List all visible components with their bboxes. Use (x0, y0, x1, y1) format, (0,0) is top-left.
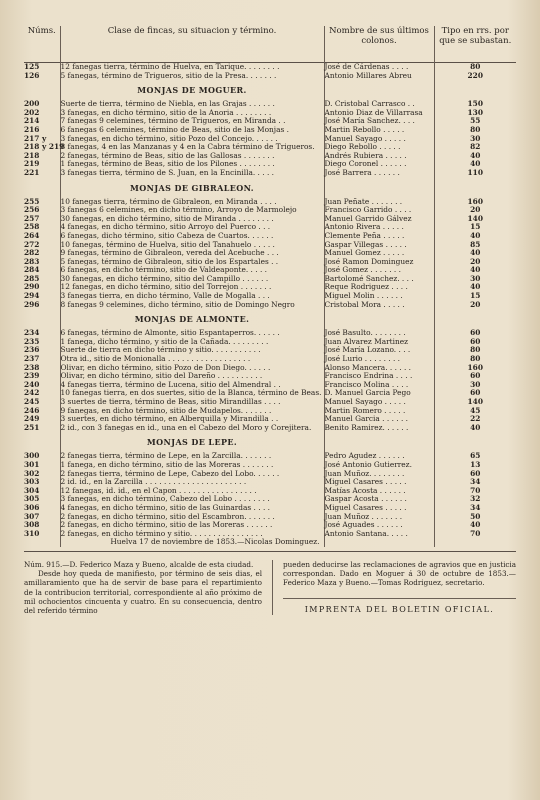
header-num: Núms. (27, 26, 56, 36)
notice-continuation: pueden deducirse las reclamaciones de agravios que en justicia correspondan. Dado en Moguer á 30 de octubre de 1853.—Federico Maza y Bueno.—Tomas Rodriguez, secretario. (283, 559, 516, 588)
section-num-cell (24, 309, 60, 329)
row-number: 221 (24, 167, 40, 177)
row-tipo: 13 (434, 461, 516, 470)
row-finca: 2 fanegas tierra, término de Lepe, Cabezo del Lobo. . . . . . (60, 470, 324, 479)
notice-continuation-column (273, 560, 516, 615)
row-number: 251 (24, 422, 40, 432)
row-finca: 4 fanegas tierra, término de Lucena, sitio del Almendral . . (60, 381, 324, 390)
section-colono-cell (324, 178, 434, 198)
row-number: 214 (24, 116, 40, 126)
row-tipo: 82 (434, 143, 516, 152)
table-row (24, 169, 516, 178)
row-tipo: 80 (434, 126, 516, 135)
row-finca: Suerte de tierra en dicho término y sitio. . . . . . . . . . . (60, 346, 324, 355)
section-tipo-cell (434, 80, 516, 100)
row-tipo: 80 (434, 63, 516, 72)
notice-915 (24, 560, 273, 615)
row-colono: Francisco Garrido . . . . (324, 205, 412, 215)
row-number: 126 (24, 70, 40, 80)
row-finca: 6 fanegas, en dicho término, sitio de Valdeaponte. . . . . (60, 266, 324, 275)
row-number: 125 (24, 62, 40, 71)
row-tipo: 60 (434, 329, 516, 338)
row-finca: 3 fanegas tierra, término de S. Juan, en la Encinilla. . . . . (60, 169, 324, 178)
row-colono: Francisco Molina . . . . (324, 379, 409, 389)
row-colono: José Aguades . . . . . . (324, 520, 403, 530)
row-number: 240 (24, 379, 40, 389)
row-finca: 2 fanegas, en dicho término, sitio de las Moreras . . . . . . (60, 521, 324, 530)
row-finca: 4 fanegas, en dicho término, sitio de las Guinardas . . . . (60, 504, 324, 513)
row-colono: Matías Acosta . . . . . . (324, 485, 406, 495)
row-tipo: 40 (434, 232, 516, 241)
section-num-cell (24, 178, 60, 198)
row-finca: 2 fanegas tierra, término de Lepe, en la Zarcilla. . . . . . . (60, 452, 324, 461)
row-tipo: 70 (434, 530, 516, 539)
row-number: 256 (24, 205, 40, 215)
row-finca: 3 fanegas, en dicho término, Cabezo del Lobo . . . . . . . . (60, 495, 324, 504)
row-tipo: 130 (434, 109, 516, 118)
row-finca: 6 fanegas 6 celemines, término de Beas, sitio de las Monjas . (60, 126, 324, 135)
row-number: 290 (24, 282, 40, 292)
row-tipo: 80 (434, 346, 516, 355)
section-heading-row (24, 309, 516, 329)
row-colono: José María Lozano. . . . (324, 345, 411, 355)
row-number: 242 (24, 388, 40, 398)
row-number: 264 (24, 230, 40, 240)
section-colono-cell (324, 80, 434, 100)
table-row (24, 424, 516, 433)
section-num-cell (24, 432, 60, 452)
row-colono: Gaspar Villegas . . . . . (324, 239, 407, 249)
row-tipo: 30 (434, 381, 516, 390)
row-tipo: 140 (434, 215, 516, 224)
section-heading-row (24, 178, 516, 198)
signature-colono-cell (324, 538, 434, 547)
row-finca: 12 fanegas, en dicho término, sitio del Torrejon . . . . . . . (60, 283, 324, 292)
bottom-notices (24, 560, 516, 615)
row-number: 238 (24, 362, 40, 372)
row-colono: Manuel Garcia . . . . . . (324, 414, 409, 424)
row-colono: Antonio Rivera . . . . . (324, 222, 404, 232)
row-number: 304 (24, 485, 40, 495)
signature-num-cell (24, 538, 60, 547)
row-finca: 3 fanegas 6 celemines, en dicho término, Arroyo de Marmolejo (60, 206, 324, 215)
row-number: 249 (24, 414, 40, 424)
row-finca: 10 fanegas tierra, en dos suertes, sitio de la Blanca, término de Beas. (60, 389, 324, 398)
row-colono: Francisco Endrina . . . . (324, 371, 413, 381)
row-finca: 3 fanegas, en dicho término, sitio Pozo del Concejo. . . . . . (60, 135, 324, 144)
row-number: 257 (24, 213, 40, 223)
row-finca: Olivar, en dicho término, sitio Pozo de Don Diego. . . . . . (60, 364, 324, 373)
row-number: 219 (24, 159, 40, 169)
row-number: 216 (24, 124, 40, 134)
section-heading: MONJAS DE LEPE. (60, 432, 324, 452)
row-tipo: 20 (434, 258, 516, 267)
row-colono: Martin Romero . . . . . (324, 405, 406, 415)
row-finca: 9 fanegas, término de Gibraleon, vereda del Acebuche . . . (60, 249, 324, 258)
row-finca: 2 id., con 3 fanegas en id., una en el Cabezo del Moro y Corejitera. (60, 424, 324, 433)
row-colono: Juan Muñoz. . . . . . . . (324, 468, 405, 478)
row-number: 294 (24, 291, 40, 301)
section-colono-cell (324, 309, 434, 329)
row-colono: Antonio Diaz de Villarrasa (324, 107, 423, 117)
row-number: 202 (24, 107, 40, 117)
row-colono: Clemente Peña . . . . . (324, 230, 405, 240)
row-tipo: 40 (434, 152, 516, 161)
row-number: 296 (24, 299, 40, 309)
row-finca: 3 fanegas, en dicho término, sitio de la Anoria . . . . . . . . (60, 109, 324, 118)
row-colono: Manuel Sayago . . . . . (324, 397, 406, 406)
row-colono: Manuel Gomez . . . . . (324, 248, 405, 258)
row-finca: 1 fanega, dicho término, y sitio de la Cañada. . . . . . . . . (60, 338, 324, 347)
row-finca: 30 fanegas, en dicho término, sitio de Miranda . . . . . . . . (60, 215, 324, 224)
row-tipo: 140 (434, 398, 516, 407)
row-number: 217 y (24, 133, 47, 143)
row-tipo: 70 (434, 487, 516, 496)
row-colono: José Lurio . . . . . . . . (324, 354, 401, 364)
row-number: 245 (24, 397, 40, 406)
row-number: 236 (24, 345, 40, 355)
row-tipo: 20 (434, 301, 516, 310)
row-number: 239 (24, 371, 40, 381)
row-finca: 2 fanegas, término de Beas, sitio de las Gallosas . . . . . . . (60, 152, 324, 161)
section-heading-row (24, 432, 516, 452)
row-tipo: 85 (434, 241, 516, 250)
row-finca: 12 fanegas tierra, término de Huelva, en Tarique. . . . . . . . (60, 63, 324, 72)
signature-tipo-cell (434, 538, 516, 547)
row-colono: Antonio Santana. . . . . (324, 528, 408, 538)
row-finca: 5 fanegas, término de Gibraleon, sitio de los Espartales . . (60, 258, 324, 267)
row-finca: 6 fanegas, término de Almonte, sitio Espantaperros. . . . . . (60, 329, 324, 338)
row-tipo: 40 (434, 521, 516, 530)
row-colono: Reque Rodriguez . . . . (324, 282, 408, 292)
row-number: 306 (24, 502, 40, 512)
section-heading: MONJAS DE ALMONTE. (60, 309, 324, 329)
row-finca: 30 fanegas, en dicho término, sitio del Campillo . . . . . . (60, 275, 324, 284)
row-finca: 8 fanegas 9 celemines, dicho término, sitio de Domingo Negro (60, 301, 324, 310)
row-colono: Diego Rebollo . . . . . (324, 142, 401, 152)
row-colono: Manuel Garrido Gálvez (324, 213, 412, 223)
section-heading: MONJAS DE MOGUER. (60, 80, 324, 100)
row-tipo: 45 (434, 407, 516, 416)
section-divider (24, 551, 516, 552)
row-number: 300 (24, 451, 40, 461)
row-finca: 8 fanegas, 4 en las Manzanas y 4 en la Cabra término de Trigueros. (60, 143, 324, 152)
row-number: 283 (24, 256, 40, 266)
row-tipo: 30 (434, 275, 516, 284)
row-colono: Juan Peñate . . . . . . . (324, 196, 403, 206)
table-header (24, 26, 516, 63)
row-tipo: 22 (434, 415, 516, 424)
section-colono-cell (324, 432, 434, 452)
row-number: 302 (24, 468, 40, 478)
row-colono: D. Cristobal Carrasco . . (324, 99, 415, 109)
row-finca: 3 suertes, en dicho término, en Alberquilla y Mirandilla . . (60, 415, 324, 424)
row-finca: 3 suertes de tierra, término de Beas, sitio Mirandillas . . . . (60, 398, 324, 407)
row-tipo: 220 (434, 72, 516, 81)
notice-heading: Núm. 915.—D. Federico Maza y Bueno, alcalde de esta ciudad. (24, 559, 254, 569)
row-finca: 1 fanegas, término de Beas, sitio de los Pilones . . . . . . . . (60, 160, 324, 169)
row-tipo: 30 (434, 135, 516, 144)
row-tipo: 15 (434, 223, 516, 232)
row-finca: 4 fanegas, en dicho término, sitio Arroyo del Puerco . . . (60, 223, 324, 232)
row-number: 200 (24, 99, 40, 109)
row-colono: Cristobal Mora . . . . . (324, 299, 405, 309)
row-number: 234 (24, 328, 40, 338)
row-finca: 2 id. id., en la Zarcilla . . . . . . . . . . . . . . . . . . . . . . (60, 478, 324, 487)
section-heading: MONJAS DE GIBRALEON. (60, 178, 324, 198)
imprint: IMPRENTA DEL BOLETIN OFICIAL. (283, 598, 516, 614)
row-number: 303 (24, 477, 40, 487)
row-finca: 12 fanegas, id. id., en el Capon . . . . . . . . . . . . . . . . . (60, 487, 324, 496)
row-tipo: 65 (434, 452, 516, 461)
row-finca: 6 fanegas, dicho término, sitio Cabeza de Cuartos. . . . . . (60, 232, 324, 241)
row-tipo: 15 (434, 292, 516, 301)
row-colono: Martin Rebollo . . . . . (324, 124, 405, 134)
section-num-cell (24, 80, 60, 100)
row-colono: José María Sanchez. . . . (324, 116, 415, 126)
row-number: 235 (24, 336, 40, 346)
row-colono: Diego Coronel . . . . . . (324, 159, 407, 169)
row-colono: Bartolomé Sanchez. . . . (324, 273, 414, 283)
row-number: 258 (24, 222, 40, 232)
row-colono: José Ramon Dominguez (324, 256, 414, 266)
row-colono: Manuel Sayago . . . . . (324, 133, 406, 143)
row-tipo: 20 (434, 206, 516, 215)
row-number: 285 (24, 273, 40, 283)
row-finca: 10 fanegas tierra, término de Gibraleon, en Miranda . . . . (60, 198, 324, 207)
row-colono: José Gomez . . . . . . . (324, 265, 401, 275)
property-auction-table (24, 26, 516, 547)
row-colono: Benito Ramirez. . . . . . (324, 422, 409, 432)
row-tipo: 34 (434, 478, 516, 487)
row-number: 284 (24, 265, 40, 275)
row-tipo: 80 (434, 355, 516, 364)
row-finca: 5 fanegas, término de Trigueros, sitio de la Presa. . . . . . . (60, 72, 324, 81)
row-number: 272 (24, 239, 40, 249)
row-tipo: 160 (434, 198, 516, 207)
row-tipo: 40 (434, 424, 516, 433)
row-colono: Antonio Millares Abreu (324, 70, 412, 80)
row-tipo: 150 (434, 100, 516, 109)
row-number: 218 (24, 150, 40, 160)
row-tipo: 40 (434, 160, 516, 169)
row-tipo: 40 (434, 283, 516, 292)
row-colono: Juan Alvarez Martinez (324, 336, 409, 346)
row-tipo: 60 (434, 338, 516, 347)
row-finca: 10 fanegas, término de Huelva, sitio del Tanahuelo . . . . . (60, 241, 324, 250)
row-tipo: 110 (434, 169, 516, 178)
row-finca: 2 fanegas, en dicho término, sitio del Escambron. . . . . . . (60, 513, 324, 522)
row-finca: Otra id., sitio de Monionalla . . . . . . . . . . . . . . . . . . (60, 355, 324, 364)
row-colono: Juan Muñoz . . . . . . . (324, 511, 403, 521)
table-row (24, 72, 516, 81)
section-heading-row (24, 80, 516, 100)
row-colono: Pedro Agudez . . . . . . (324, 451, 405, 461)
row-number: 301 (24, 459, 40, 469)
row-colono: D. Manuel Garcia Pego (324, 388, 411, 398)
row-finca: 2 fanegas, en dicho término y sitio. . . . . . . . . . . . . . . . (60, 530, 324, 539)
row-number: 255 (24, 196, 40, 206)
header-tipo: Tipo en rrs. por que se subastan. (434, 26, 516, 63)
section-tipo-cell (434, 432, 516, 452)
row-number: 218 y 219 (24, 142, 65, 152)
row-number: 282 (24, 248, 40, 258)
row-colono: José Antonio Gutierrez. (324, 459, 412, 469)
row-tipo: 60 (434, 372, 516, 381)
header-fincas: Clase de fincas, su situacion y término. (60, 26, 324, 63)
row-colono: José Barrera . . . . . . (324, 167, 400, 177)
row-finca: 1 fanega, en dicho término, sitio de las Moreras . . . . . . . (60, 461, 324, 470)
row-number: 308 (24, 520, 40, 530)
table-body (24, 63, 516, 547)
table-row (24, 301, 516, 310)
signature-row (24, 538, 516, 547)
row-number: 305 (24, 494, 40, 504)
row-finca: 3 fanegas tierra, en dicho término, Valle de Mogalla . . . (60, 292, 324, 301)
row-finca: Olivar, en dicho término, sitio del Dareño . . . . . . . . . . (60, 372, 324, 381)
row-tipo: 40 (434, 266, 516, 275)
row-tipo: 60 (434, 389, 516, 398)
row-colono: Miguel Casares . . . . . (324, 502, 407, 512)
row-colono: Miguel Molin . . . . . . (324, 291, 403, 301)
row-number: 307 (24, 511, 40, 521)
notice-body: Desde hoy queda de manifiesto, por término de seis dias, el amillaramiento que ha de servir de base para el repartimiento de la contribucion territorial, correspondiente al año próximo de mil ochocientos cincuenta y cuatro. En su consecuencia, dentro del referido término (24, 569, 262, 615)
row-tipo: 55 (434, 117, 516, 126)
row-colono: Andrés Rubiera . . . . . (324, 150, 407, 160)
row-tipo: 60 (434, 470, 516, 479)
row-colono: José Basulto. . . . . . . . (324, 328, 406, 338)
row-colono: Gaspar Acosta . . . . . . (324, 494, 407, 504)
row-tipo: 160 (434, 364, 516, 373)
signature-line: Huelva 17 de noviembre de 1853.—Nicolas Dominguez. (60, 538, 324, 547)
header-colonos: Nombre de sus últimos colonos. (329, 26, 429, 46)
row-tipo: 34 (434, 504, 516, 513)
row-finca: Suerte de tierra, término de Niebla, en las Grajas . . . . . . (60, 100, 324, 109)
row-colono: Miguel Casares . . . . . (324, 477, 407, 487)
row-colono: José de Cárdenas . . . . (324, 62, 409, 71)
row-colono: Alonso Mancera. . . . . . (324, 362, 412, 372)
section-tipo-cell (434, 309, 516, 329)
row-tipo: 32 (434, 495, 516, 504)
row-number: 310 (24, 528, 40, 538)
row-finca: 9 fanegas, en dicho término, sitio de Mudapelos. . . . . . . (60, 407, 324, 416)
section-tipo-cell (434, 178, 516, 198)
row-finca: 7 fanegas 9 celemines, término de Trigueros, en Miranda . . (60, 117, 324, 126)
row-tipo: 50 (434, 513, 516, 522)
row-number: 246 (24, 405, 40, 415)
row-number: 237 (24, 354, 40, 364)
row-tipo: 40 (434, 249, 516, 258)
